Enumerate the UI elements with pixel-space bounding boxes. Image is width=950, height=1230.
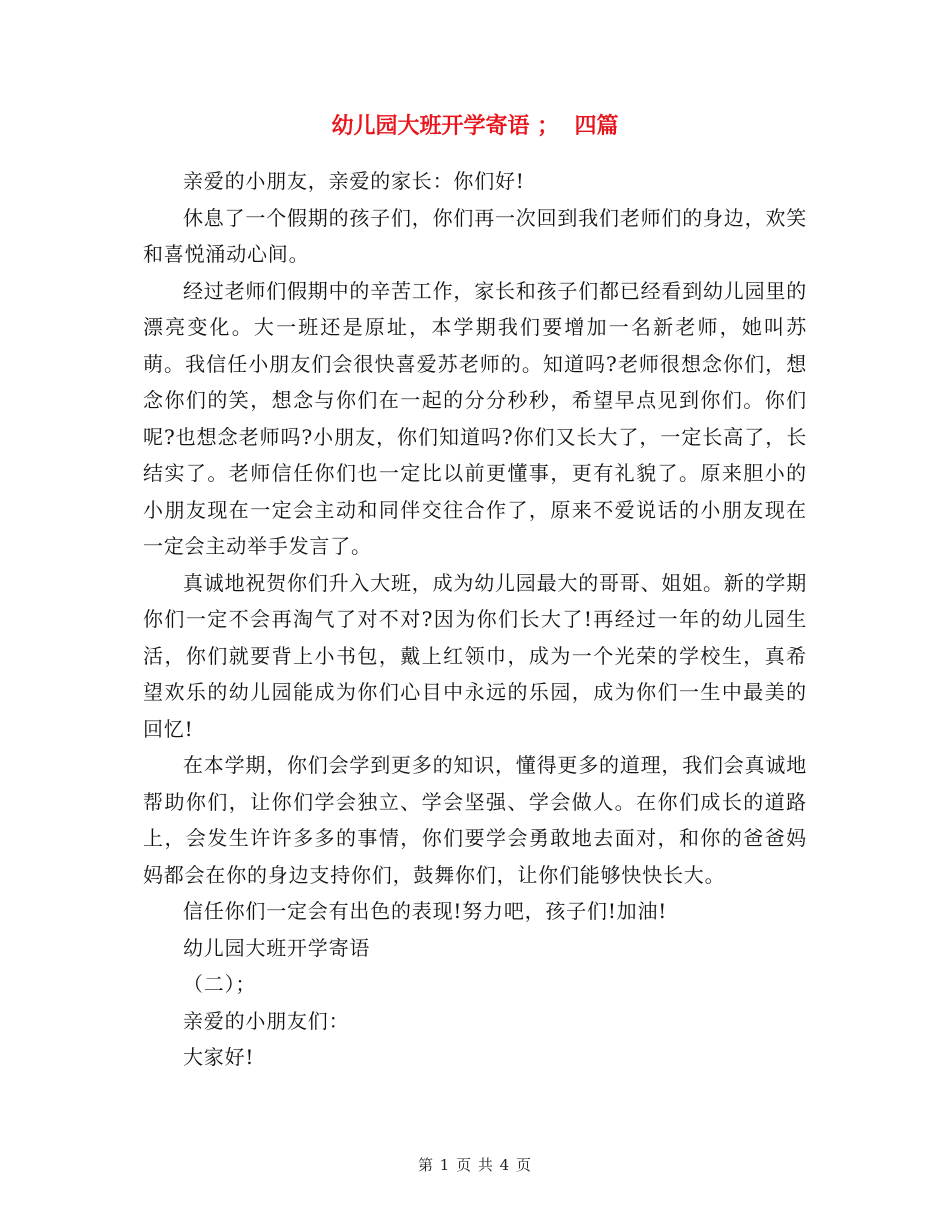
page-footer: 第 1 页 共 4 页 [418,1156,532,1174]
page-title: 幼儿园大班开学寄语 ； 四篇 [331,114,619,139]
paragraph-return: 休息了一个假期的孩子们，你们再一次回到我们老师们的身边，欢笑和喜悦涌动心间。 [143,205,807,266]
paragraph-hello: 大家好! [183,1045,255,1069]
paragraph-congratulations: 真诚地祝贺你们升入大班，成为幼儿园最大的哥哥、姐姐。新的学期你们一定不会再淘气了对不对?因为你们长大了!再经过一年的幼儿园生活，你们就要背上小书包，戴上红领巾，成为一个光荣的学校生，真希望欢乐的幼儿园能成为你们心目中永远的乐园，成为你们一生中最美的回忆! [143,570,807,741]
paragraph-salutation: 亲爱的小朋友们： [183,1008,350,1033]
paragraph-this-semester: 在本学期，你们会学到更多的知识，懂得更多的道理，我们会真诚地帮助你们，让你们学会独立、学会坚强、学会做人。在你们成长的道路上，会发生许许多多的事情，你们要学会勇敢地去面对，和你的爸爸妈妈都会在你的身边支持你们，鼓舞你们，让你们能够快快长大。 [143,753,807,887]
section-number: （二）； [183,972,257,996]
document-body [143,163,807,1076]
paragraph-greeting: 亲爱的小朋友，亲爱的家长：你们好! [183,169,525,193]
paragraph-encouragement: 信任你们一定会有出色的表现!努力吧，孩子们!加油! [183,899,668,923]
section-heading: 幼儿园大班开学寄语 [183,935,371,960]
paragraph-new-teacher: 经过老师们假期中的辛苦工作，家长和孩子们都已经看到幼儿园里的漂亮变化。大一班还是原址，本学期我们要增加一名新老师，她叫苏萌。我信任小朋友们会很快喜爱苏老师的。知道吗?老师很想念你们，想念你们的笑，想念与你们在一起的分分秒秒，希望早点见到你们。你们呢?也想念老师吗?小朋友，你们知道吗?你们又长大了，一定长高了，长结实了。老师信任你们也一定比以前更懂事，更有礼貌了。原来胆小的小朋友现在一定会主动和同伴交往合作了，原来不爱说话的小朋友现在一定会主动举手发言了。 [143,278,807,558]
